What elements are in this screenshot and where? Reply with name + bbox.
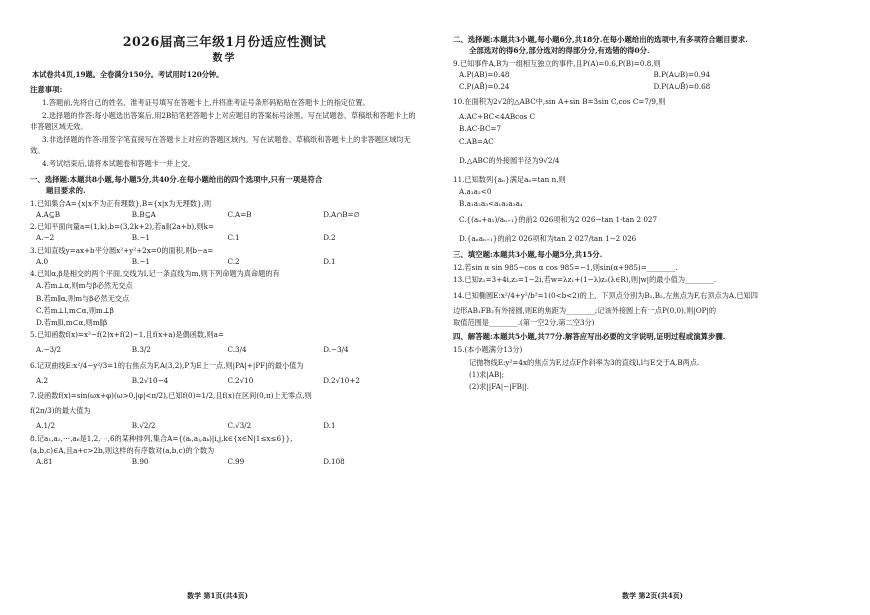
notes-heading: 注意事项: xyxy=(30,85,63,95)
option: D.2 xyxy=(323,233,336,243)
option: A.0 xyxy=(36,256,49,266)
option: A.−2 xyxy=(36,233,55,243)
question-14-continued: 边形AB₁FB₂有外接圆,则E的焦距为________;记该外接圆上有一点P(0,0),则|OP|的 xyxy=(453,305,717,315)
question-14: 14.已知椭圆E:x²/4+y²/b²=1(0<b<2)的上、下顶点分别为B₁,B₂,左焦点为F,右顶点为A,已知四 xyxy=(453,290,758,300)
question-5-options xyxy=(30,345,419,354)
page-footer-right: 数学 第2页(共4页) xyxy=(622,591,683,601)
question-8-options xyxy=(30,457,419,466)
question-3: 3.已知直线y=ax+b平分圆x²+y²+2x=0的面积,则b−a= xyxy=(30,245,214,255)
option: C.2 xyxy=(227,256,240,266)
question-15-body: 记抛物线E:y²=4x的焦点为F,过点F作斜率为3的直线l,l与E交于A,B两点. xyxy=(469,357,700,367)
option: B.a₁a₂a₃<a₁a₂a₃a₄ xyxy=(459,199,523,209)
section-4-heading: 四、解答题:本题共5小题,共77分.解答应写出必要的文字说明,证明过程或演算步骤. xyxy=(453,332,726,342)
question-8: 8.记a₁,a₂,⋯,a₆是1,2,⋯,6的某种排列,集合A={(aᵢ,aⱼ,aₖ)|i,j,k∈{x∈N|1≤x≤6}}, xyxy=(30,433,293,443)
option: B.P(A∪B)=0.94 xyxy=(653,70,711,80)
option: D.△ABC的外接圆半径为9√2/4 xyxy=(459,155,560,165)
section-1-heading: 一、选择题:本题共8小题,每小题5分,共40分.在每小题给出的四个选项中,只有一项是符合 题目要求的. xyxy=(30,174,323,195)
option: C.99 xyxy=(227,457,245,467)
option: D.若m∥l,m⊂α,则m∥β xyxy=(36,317,108,327)
question-4: 4.已知α,β是相交的两个平面,交线为l,记一条直线为m,则下列命题为真命题的有 xyxy=(30,269,280,279)
option: C.√3/2 xyxy=(227,421,252,431)
option: B.若m∥α,则m与β必然无交点 xyxy=(36,293,130,303)
option: D.P(A∪B̄)=0.68 xyxy=(653,81,711,91)
question-9: 9.已知事件A,B为一组相互独立的事件,且P(A)=0.6,P(B)=0.8,则 xyxy=(453,59,661,69)
option: C.2√10 xyxy=(227,375,254,385)
option: D.−3/4 xyxy=(323,345,349,355)
page-right xyxy=(435,0,870,615)
note-1: 1.答题前,先将自己的姓名、准考证号填写在答题卡上,并将准考证号条形码粘贴在答题卡上的指定位置。 xyxy=(42,97,370,107)
option: B.−1 xyxy=(131,256,150,266)
question-5: 5.已知函数f(x)=x²−f(2)x+f(2)−1,且f(x+a)是偶函数,则a= xyxy=(30,330,224,340)
note-3: 3.非选择题的作答:用签字笔直接写在答题卡上对应的答题区域内。写在试题卷、草稿纸和答题卡上的非答题区域均无效。 xyxy=(30,135,411,156)
question-15-part-1: (1)求|AB|; xyxy=(469,369,505,379)
option: C.AB=AC xyxy=(459,136,494,146)
question-9-options-row1 xyxy=(453,70,848,79)
option: C.P(AB̄)=0.24 xyxy=(459,81,510,91)
option: B.−1 xyxy=(131,233,150,243)
question-7-options xyxy=(30,421,419,430)
option: A.P(AB)=0.48 xyxy=(459,70,510,80)
option: B.3/2 xyxy=(131,345,151,355)
exam-title: 2026届高三年级1月份适应性测试 xyxy=(122,34,327,49)
option: C.1 xyxy=(227,233,240,243)
option: D.{aₙaₙ₊₁}的前2 026项和为tan 2 027/tan 1−2 026 xyxy=(459,233,637,243)
option: C.A=B xyxy=(227,209,252,219)
question-9-options-row2 xyxy=(453,82,848,91)
option: C.若m⊥l,m⊂α,则m⊥β xyxy=(36,305,114,315)
question-6: 6.记双曲线E:x²/4−y²/3=1的右焦点为F,A(3,2),P为E上一点,则|PA|+|PF|的最小值为 xyxy=(30,360,304,370)
question-11: 11.已知数列{aₙ}满足aₙ=tan n,则 xyxy=(453,174,566,184)
note-4: 4.考试结束后,请将本试题卷和答题卡一并上交。 xyxy=(42,159,195,169)
exam-info: 本试卷共4页,19题。全卷满分150分。考试用时120分钟。 xyxy=(32,69,224,79)
question-12: 12.若sin α sin 985−cos α cos 985=−1,则sin(α+985)=________. xyxy=(453,263,678,273)
option: A.2 xyxy=(36,375,49,385)
option: B.√2/2 xyxy=(131,421,156,431)
question-13: 13.已知z₁=3+4i,z₂=1−2i,若w=λz₁+(1−λ)z₂(λ∈R),则|w|的最小值为________. xyxy=(453,275,717,285)
page-footer-left: 数学 第1页(共4页) xyxy=(187,591,248,601)
option: C.{(aₙ+a₁)/aₙ₊₁}的前2 026项和为2 026−tan 1·tan 2 027 xyxy=(459,214,658,224)
option: A.−3/2 xyxy=(36,345,62,355)
option: A.A⊆B xyxy=(36,209,60,219)
question-6-options xyxy=(30,376,419,385)
section-2-heading: 二、选择题:本题共3小题,每小题6分,共18分.在每小题给出的选项中,有多项符合题目要求. 全部选对的得6分,部分选对的得部分分,有选错的得0分. xyxy=(453,35,748,56)
exam-subject: 数学 xyxy=(212,53,237,65)
question-3-options xyxy=(30,257,419,266)
option: A.1/2 xyxy=(36,421,56,431)
question-7: 7.设函数f(x)=sin(ωx+φ)(ω>0,|φ|<π/2),已知f(0)=1/2,且f(x)在区间(0,π)上无零点,则 xyxy=(30,391,312,401)
option: D.108 xyxy=(323,457,345,467)
option: B.B⊆A xyxy=(131,209,156,219)
option: D.1 xyxy=(323,421,336,431)
option: A.AC+BC<4ABcos C xyxy=(459,112,535,122)
option: B.90 xyxy=(131,457,149,467)
section-3-heading: 三、填空题:本题共3小题,每小题5分,共15分. xyxy=(453,250,603,260)
option: D.1 xyxy=(323,256,336,266)
question-1: 1.已知集合A={x|x不为正有理数},B={x|x为无理数},则 xyxy=(30,198,212,208)
option: B.AC·BC=7 xyxy=(459,124,502,134)
question-2-options xyxy=(30,233,419,242)
question-1-options xyxy=(30,210,419,219)
question-10: 10.在面积为2√2的△ABC中,sin A+sin B=3sin C,cos C=7/9,则 xyxy=(453,96,666,106)
option: A.81 xyxy=(36,457,53,467)
option: D.2√10+2 xyxy=(323,375,360,385)
question-15-heading: 15.(本小题满分13分) xyxy=(453,345,523,355)
option: A.若m⊥α,则m与β必然无交点 xyxy=(36,281,133,291)
question-8-continued: (a,b,c)∈A,且a+c>2b,则这样的有序数对(a,b,c)的个数为 xyxy=(30,445,215,455)
note-2: 2.选择题的作答:每小题选出答案后,用2B铅笔把答题卡上对应题目的答案标号涂黑。写在试题卷、草稿纸和答题卡上的非答题区域无效。 xyxy=(30,110,416,131)
option: B.2√10−4 xyxy=(131,375,169,385)
option: D.A∩B=∅ xyxy=(323,209,360,219)
question-7-continued: f(2π/3)的最大值为 xyxy=(30,406,91,416)
question-2: 2.已知平面向量a=(1,k),b=(3,2k+2),若a∥(2a+b),则k= xyxy=(30,222,215,232)
option: A.a₁a₂<0 xyxy=(459,187,492,197)
option: C.3/4 xyxy=(227,345,247,355)
question-14-continued-2: 取值范围是________.(第一空2分,第二空3分) xyxy=(453,318,595,328)
question-15-part-2: (2)求||FA|−|FB||. xyxy=(469,382,530,392)
